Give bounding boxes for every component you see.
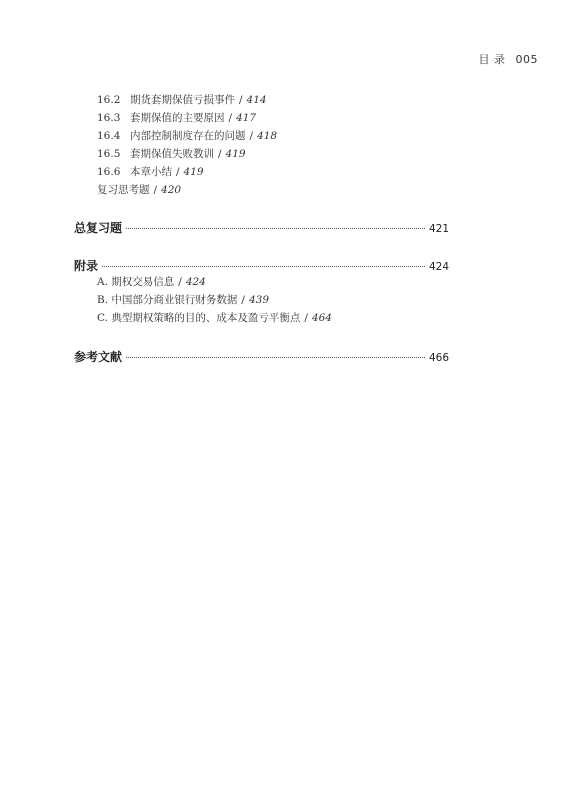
appendix-label: A. xyxy=(97,276,108,288)
toc-appendix-c[interactable] xyxy=(97,311,332,325)
section-page: 421 xyxy=(428,223,449,235)
appendix-label: B. xyxy=(97,294,109,306)
entry-page: 414 xyxy=(246,94,267,106)
page-separator: / xyxy=(304,312,308,324)
entry-title: 典型期权策略的目的、成本及盈亏平衡点 xyxy=(111,312,301,324)
entry-number: 16.4 xyxy=(97,130,121,142)
toc-section-references[interactable] xyxy=(74,348,449,365)
entry-page: 418 xyxy=(257,130,278,142)
entry-number: 16.6 xyxy=(97,166,121,178)
entry-title: 中国部分商业银行财务数据 xyxy=(111,294,238,306)
page-separator: / xyxy=(176,166,180,178)
header-page-number: 005 xyxy=(515,53,538,66)
section-title: 参考文献 xyxy=(74,350,123,364)
entry-title: 套期保值失败教训 xyxy=(130,148,214,160)
dot-leader xyxy=(102,266,425,267)
entry-title: 期货套期保值亏损事件 xyxy=(130,94,235,106)
entry-page: 417 xyxy=(236,112,257,124)
page-separator: / xyxy=(239,94,243,106)
toc-entry-16-3[interactable] xyxy=(97,111,256,125)
entry-page: 424 xyxy=(185,276,206,288)
page-separator: / xyxy=(153,184,158,196)
entry-page: 419 xyxy=(225,148,246,160)
toc-entry-review-questions[interactable] xyxy=(97,183,181,197)
entry-page: 464 xyxy=(311,312,332,324)
entry-number: 16.2 xyxy=(97,94,121,106)
toc-entry-16-4[interactable] xyxy=(97,129,277,143)
toc-appendix-b[interactable] xyxy=(97,293,269,307)
toc-entry-16-2[interactable] xyxy=(97,93,267,107)
toc-entry-16-6[interactable] xyxy=(97,165,204,179)
entry-number: 16.3 xyxy=(97,112,121,124)
toc-section-appendix[interactable] xyxy=(74,257,449,274)
page-separator: / xyxy=(218,148,222,160)
page-separator: / xyxy=(178,276,182,288)
section-title: 附录 xyxy=(74,259,99,273)
dot-leader xyxy=(126,357,425,358)
section-title: 总复习题 xyxy=(74,221,123,235)
entry-page: 419 xyxy=(183,166,204,178)
toc-section-review[interactable] xyxy=(74,219,449,236)
entry-page: 439 xyxy=(248,294,269,306)
page-separator: / xyxy=(249,130,254,142)
entry-title: 套期保值的主要原因 xyxy=(130,112,225,124)
section-page: 424 xyxy=(428,261,449,273)
toc-appendix-a[interactable] xyxy=(97,275,206,289)
section-page: 466 xyxy=(428,352,449,364)
dot-leader xyxy=(126,228,425,229)
entry-number: 16.5 xyxy=(97,148,121,160)
page-separator: / xyxy=(228,112,233,124)
entry-title: 复习思考题 xyxy=(97,184,150,196)
entry-page: 420 xyxy=(161,184,182,196)
appendix-label: C. xyxy=(97,312,108,324)
entry-title: 本章小结 xyxy=(130,166,172,178)
entry-title: 内部控制制度存在的问题 xyxy=(130,130,246,142)
entry-title: 期权交易信息 xyxy=(111,276,175,288)
page-separator: / xyxy=(241,294,245,306)
toc-entry-16-5[interactable] xyxy=(97,147,246,161)
header-section-title: 目 录 xyxy=(478,53,506,66)
page-header xyxy=(479,51,539,67)
